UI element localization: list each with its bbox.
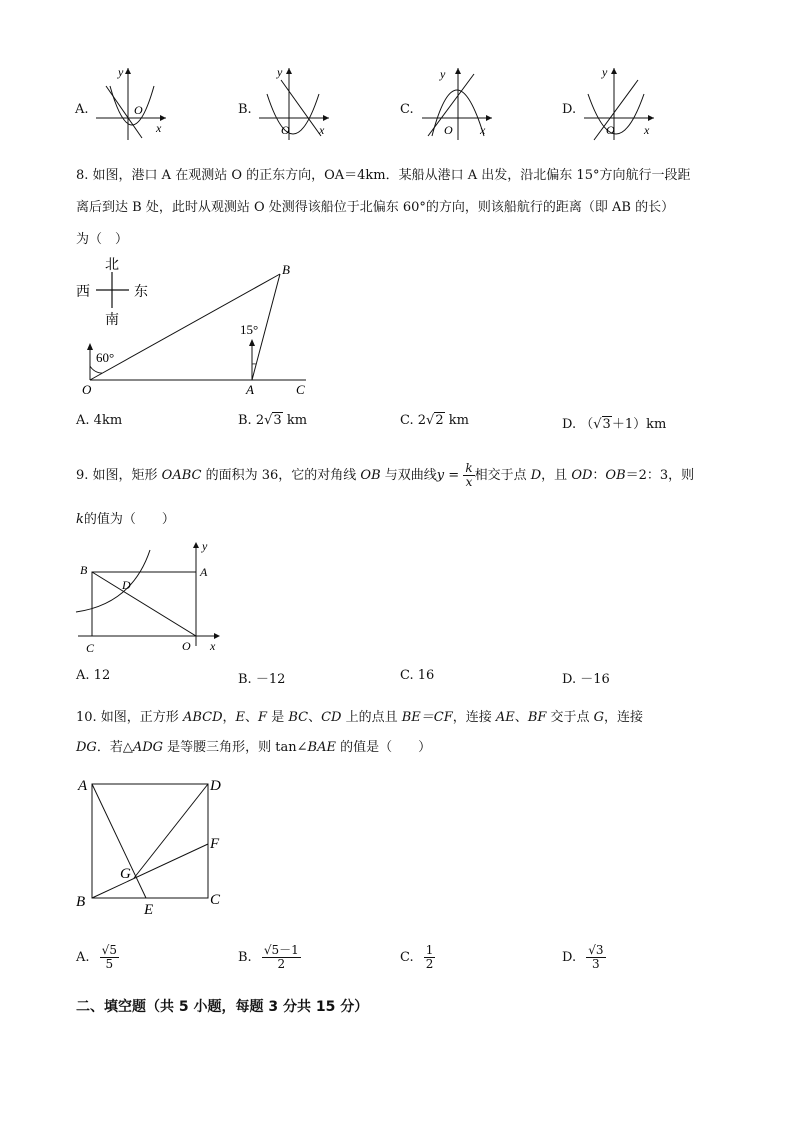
- q9-option-a: A. 12: [76, 668, 111, 683]
- q7a-x-label: x: [156, 121, 162, 135]
- q8-option-b: B. 2√3 km: [238, 413, 308, 428]
- q7b-x-label: x: [319, 123, 325, 137]
- compass-west: 西: [76, 285, 90, 300]
- q9-label-o: O: [182, 639, 191, 653]
- q8-option-c: C. 2√2 km: [400, 413, 469, 428]
- q9-label-x: x: [210, 639, 216, 653]
- q7c-y-label: y: [440, 67, 446, 81]
- q7-option-c-label: C.: [400, 102, 414, 117]
- q8-line3: 为（ ）: [76, 232, 129, 247]
- q9-label-b: B: [80, 563, 88, 577]
- q8-line1: 8. 如图，港口 A 在观测站 O 的正东方向，OA＝4km．某船从港口 A 出发，沿北偏东 15°方向航行一段距: [76, 168, 691, 183]
- point-o-label: O: [82, 382, 92, 397]
- compass-south: 南: [105, 313, 119, 328]
- q9-fraction: $\frac{k}{x}$: [465, 461, 473, 489]
- point-a-label: A: [246, 382, 254, 397]
- q10-figure: [74, 772, 234, 920]
- angle-15-label: 15°: [240, 322, 259, 337]
- q7-option-b-graph: [255, 64, 333, 142]
- q9-line2: k的值为（ ）: [76, 512, 175, 527]
- q9-label-d: D: [122, 578, 131, 592]
- q7-option-a-graph: [92, 64, 170, 142]
- q7b-o-label: O: [281, 123, 290, 137]
- q10-line2: DG．若△ADG 是等腰三角形，则 tan∠BAE 的值是（ ）: [76, 740, 432, 755]
- q7-option-c-graph: [418, 64, 496, 142]
- q7-option-d-label: D.: [562, 102, 577, 117]
- section-2-title: 二、填空题（共 5 小题，每题 3 分共 15 分）: [76, 999, 369, 1015]
- angle-60-label: 60°: [96, 350, 115, 365]
- point-c-label: C: [296, 382, 305, 397]
- q10-label-f: F: [210, 836, 220, 852]
- q8-line2: 离后到达 B 处，此时从观测站 O 处测得该船位于北偏东 60°的方向，则该船航行的距离（即 AB 的长）: [76, 200, 675, 215]
- q10-option-a: A. $\frac{√5}{5}$: [76, 943, 117, 971]
- q9-line1: 9. 如图，矩形 OABC 的面积为 36，它的对角线 OB 与双曲线y = $\frac{k}{x}$ 相交于点 D，且 OD：OB＝2：3，则: [76, 461, 695, 489]
- q9-option-b: B. －12: [238, 672, 286, 687]
- q7c-x-label: x: [480, 123, 486, 137]
- q10-option-c: C. $\frac{1}{2}$: [400, 943, 434, 971]
- q10-label-d: D: [210, 778, 221, 794]
- q10-label-a: A: [78, 778, 88, 794]
- q9-option-d: D. －16: [562, 672, 610, 687]
- q10-label-e: E: [144, 902, 154, 918]
- q7-option-d-graph: [580, 64, 658, 142]
- q8-figure: [74, 250, 324, 400]
- q9-figure: [74, 538, 224, 658]
- q8-option-d: D. （√3＋1）km: [562, 417, 667, 432]
- compass-north: 北: [105, 258, 119, 273]
- q7-option-a-label: A.: [75, 102, 89, 117]
- q7a-y-label: y: [118, 65, 124, 79]
- q7d-y-label: y: [602, 65, 608, 79]
- q8-option-a: A. 4km: [76, 413, 123, 428]
- q7c-o-label: O: [444, 123, 453, 137]
- q7-option-b-label: B.: [238, 102, 252, 117]
- q9-label-c: C: [86, 641, 95, 655]
- q10-label-g: G: [120, 866, 131, 882]
- point-b-label: B: [282, 262, 290, 277]
- q9-label-y: y: [202, 539, 208, 553]
- q9-label-a: A: [200, 565, 208, 579]
- q7d-o-label: O: [606, 123, 615, 137]
- q10-option-d: D. $\frac{√3}{3}$: [562, 943, 604, 971]
- q7a-o-label: O: [134, 103, 143, 117]
- q7b-y-label: y: [277, 65, 283, 79]
- q10-label-c: C: [210, 892, 221, 908]
- compass-east: 东: [134, 285, 148, 300]
- q10-option-b: B. $\frac{√5-1}{2}$: [238, 943, 299, 971]
- q7-options: [0, 60, 794, 150]
- q10-label-b: B: [76, 894, 86, 910]
- q9-option-c: C. 16: [400, 668, 435, 683]
- q7d-x-label: x: [644, 123, 650, 137]
- q10-line1: 10. 如图，正方形 ABCD，E、F 是 BC、CD 上的点且 BE＝CF，连接 AE、BF 交于点 G，连接: [76, 710, 644, 725]
